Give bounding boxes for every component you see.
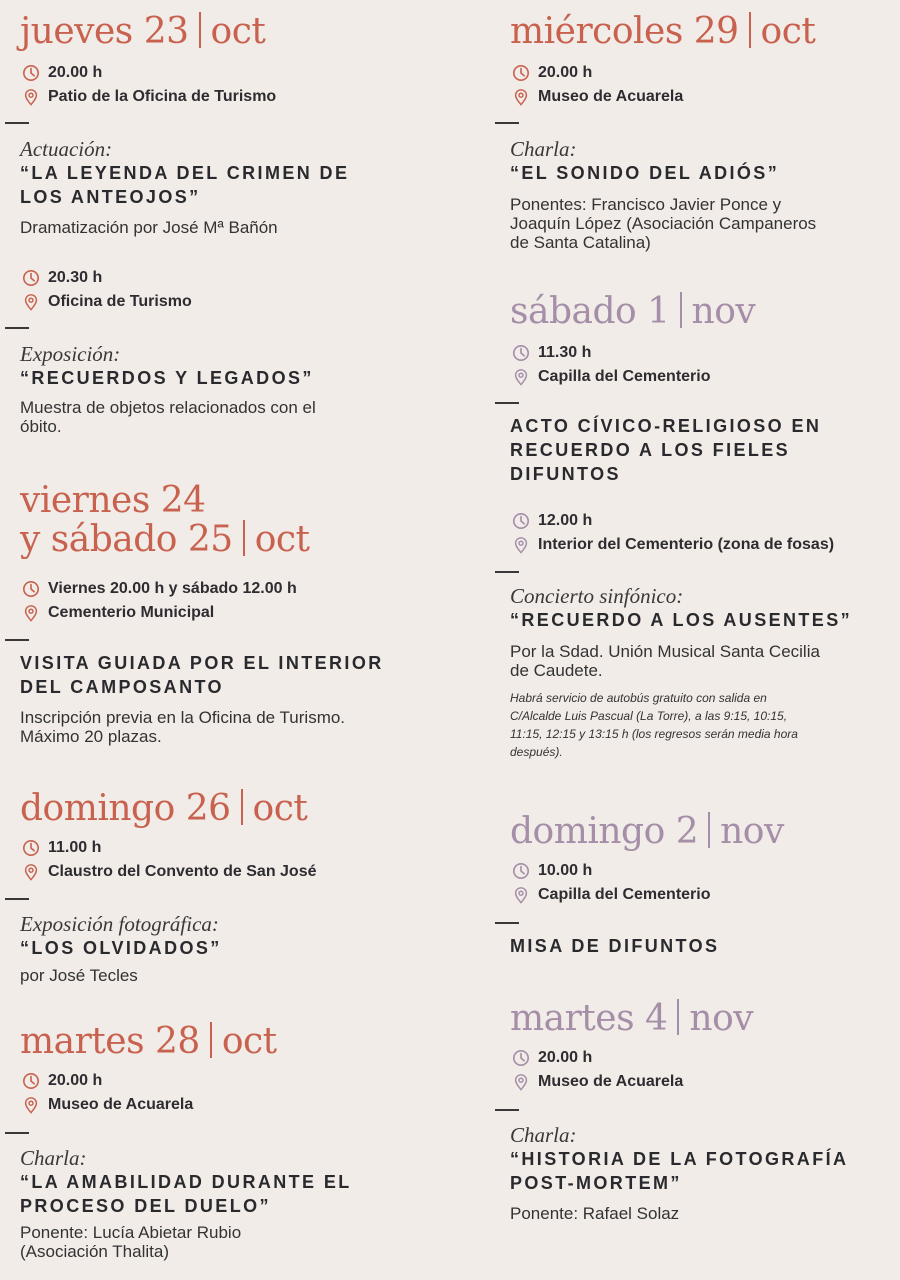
date-month: nov xyxy=(720,811,784,852)
date-heading xyxy=(490,812,900,851)
date-day: domingo 2 xyxy=(510,811,699,852)
clock-icon xyxy=(512,862,530,880)
separator xyxy=(495,922,519,924)
event-misa-difuntos xyxy=(490,934,900,958)
event-time: 20.00 h xyxy=(538,1049,593,1066)
event-kind: Charla: xyxy=(510,137,577,161)
event-title: “LA AMABILIDAD DURANTE EL xyxy=(20,1172,352,1192)
date-heading xyxy=(490,999,900,1038)
date-block-martes-28 xyxy=(0,1022,470,1117)
date-month: nov xyxy=(689,998,754,1039)
clock-icon xyxy=(22,269,40,287)
separator xyxy=(5,327,29,329)
date-day: martes 28 xyxy=(20,1021,200,1062)
date-block-sabado-1 xyxy=(490,292,900,389)
date-day: y sábado 25 xyxy=(20,519,233,560)
event-description: Máximo 20 plazas. xyxy=(20,727,162,746)
event-actuacion xyxy=(0,137,470,237)
event-description: óbito. xyxy=(20,417,62,436)
date-month: oct xyxy=(254,519,310,560)
event-description: Ponentes: Francisco Javier Ponce y xyxy=(510,195,782,214)
bus-service-note: Habrá servicio de autobús gratuito con salida en xyxy=(510,691,767,705)
date-day: sábado 1 xyxy=(510,291,670,332)
event-concierto-sinfonico xyxy=(490,584,900,761)
map-pin-icon xyxy=(512,368,530,386)
event-title: “RECUERDOS Y LEGADOS” xyxy=(20,368,314,388)
clock-icon xyxy=(512,344,530,362)
event-description: de Caudete. xyxy=(510,661,603,680)
event-description: Ponente: Rafael Solaz xyxy=(510,1204,680,1223)
event-kind: Actuación: xyxy=(20,137,113,161)
clock-icon xyxy=(22,1072,40,1090)
event-place: Cementerio Municipal xyxy=(48,604,215,621)
event-description: de Santa Catalina) xyxy=(510,233,651,252)
event-charla-fotografia-post-mortem xyxy=(490,1123,900,1223)
date-block-domingo-2 xyxy=(490,812,900,907)
event-kind: Concierto sinfónico: xyxy=(510,584,684,608)
event-place: Museo de Acuarela xyxy=(538,88,684,105)
event-meta-2030 xyxy=(0,266,470,314)
event-title: POST-MORTEM” xyxy=(510,1173,682,1193)
event-place: Museo de Acuarela xyxy=(538,1073,684,1090)
date-heading xyxy=(0,482,470,520)
event-exposicion xyxy=(0,342,470,436)
event-meta xyxy=(0,61,470,109)
event-meta-1200 xyxy=(490,509,900,557)
date-heading xyxy=(0,789,470,828)
event-time: 20.30 h xyxy=(48,269,103,286)
event-charla-amabilidad xyxy=(0,1146,470,1261)
event-title: “EL SONIDO DEL ADIÓS” xyxy=(510,163,780,183)
event-exposicion-fotografica xyxy=(0,912,470,985)
separator xyxy=(5,1132,29,1134)
date-block-jueves-23 xyxy=(0,12,470,109)
divider-bar xyxy=(680,292,682,328)
map-pin-icon xyxy=(22,293,40,311)
divider-bar xyxy=(243,520,245,556)
divider-bar xyxy=(677,999,679,1035)
event-title: MISA DE DIFUNTOS xyxy=(510,936,720,956)
date-month: oct xyxy=(252,788,308,829)
event-description: Muestra de objetos relacionados con el xyxy=(20,398,316,417)
event-time: 12.00 h xyxy=(538,512,593,529)
date-day: domingo 26 xyxy=(20,788,231,829)
event-description: Por la Sdad. Unión Musical Santa Cecilia xyxy=(510,642,820,661)
event-time: Viernes 20.00 h y sábado 12.00 h xyxy=(48,580,297,597)
event-time: 20.00 h xyxy=(48,64,103,81)
event-title: RECUERDO A LOS FIELES xyxy=(510,440,791,460)
event-place: Claustro del Convento de San José xyxy=(48,863,317,880)
date-block-domingo-26 xyxy=(0,789,470,884)
date-month: oct xyxy=(221,1021,277,1062)
clock-icon xyxy=(512,64,530,82)
event-place: Patio de la Oficina de Turismo xyxy=(48,88,277,105)
divider-bar xyxy=(210,1022,212,1058)
date-block-martes-4 xyxy=(490,999,900,1094)
date-day: viernes 24 xyxy=(20,480,206,521)
map-pin-icon xyxy=(22,1096,40,1114)
event-charla-sonido-adios xyxy=(490,137,900,252)
event-place: Capilla del Cementerio xyxy=(538,368,711,385)
event-description: Ponente: Lucía Abietar Rubio xyxy=(20,1223,242,1242)
event-title: “LOS OLVIDADOS” xyxy=(20,938,222,958)
date-heading xyxy=(0,1022,470,1061)
map-pin-icon xyxy=(512,1073,530,1091)
event-kind: Exposición fotográfica: xyxy=(20,912,219,936)
event-title: DIFUNTOS xyxy=(510,464,621,484)
separator xyxy=(5,639,29,641)
map-pin-icon xyxy=(512,88,530,106)
event-time: 20.00 h xyxy=(538,64,593,81)
separator xyxy=(495,402,519,404)
map-pin-icon xyxy=(512,536,530,554)
date-block-miercoles-29 xyxy=(490,12,900,109)
separator xyxy=(495,122,519,124)
clock-icon xyxy=(512,512,530,530)
date-month: oct xyxy=(760,11,816,52)
divider-bar xyxy=(199,12,201,48)
date-block-viernes-24-sabado-25 xyxy=(0,482,470,625)
date-month: oct xyxy=(210,11,266,52)
event-time: 11.00 h xyxy=(48,839,102,856)
map-pin-icon xyxy=(22,604,40,622)
event-visita-guiada xyxy=(0,651,470,746)
event-kind: Exposición: xyxy=(20,342,121,366)
divider-bar xyxy=(708,812,710,848)
event-time: 10.00 h xyxy=(538,862,593,879)
event-description: Inscripción previa en la Oficina de Turismo. xyxy=(20,708,346,727)
event-acto-civico-religioso xyxy=(490,414,900,486)
date-day: martes 4 xyxy=(510,998,668,1039)
clock-icon xyxy=(22,839,40,857)
separator xyxy=(5,898,29,900)
map-pin-icon xyxy=(22,863,40,881)
date-heading xyxy=(490,12,900,51)
separator xyxy=(495,571,519,573)
event-time: 11.30 h xyxy=(538,344,592,361)
event-title: VISITA GUIADA POR EL INTERIOR xyxy=(20,653,384,673)
bus-service-note: 11:15, 12:15 y 13:15 h (los regresos serán media hora xyxy=(510,727,798,741)
event-place: Interior del Cementerio (zona de fosas) xyxy=(538,536,835,553)
event-title: “RECUERDO A LOS AUSENTES” xyxy=(510,610,853,630)
event-kind: Charla: xyxy=(510,1123,577,1147)
event-time: 20.00 h xyxy=(48,1072,103,1089)
event-title: DEL CAMPOSANTO xyxy=(20,677,224,697)
bus-service-note: después). xyxy=(510,745,563,759)
event-title: PROCESO DEL DUELO” xyxy=(20,1196,271,1216)
date-day: jueves 23 xyxy=(20,11,189,52)
divider-bar xyxy=(241,789,243,825)
clock-icon xyxy=(22,580,40,598)
clock-icon xyxy=(512,1049,530,1067)
divider-bar xyxy=(749,12,751,48)
date-heading xyxy=(490,292,900,331)
separator xyxy=(5,122,29,124)
date-heading xyxy=(0,520,470,559)
bus-service-note: C/Alcalde Luis Pascual (La Torre), a las 9:15, 10:15, xyxy=(510,709,788,723)
event-description: (Asociación Thalita) xyxy=(20,1242,169,1261)
event-place: Oficina de Turismo xyxy=(48,293,192,310)
separator xyxy=(495,1109,519,1111)
event-kind: Charla: xyxy=(20,1146,87,1170)
event-place: Museo de Acuarela xyxy=(48,1096,194,1113)
clock-icon xyxy=(22,64,40,82)
map-pin-icon xyxy=(22,88,40,106)
date-month: nov xyxy=(691,291,756,332)
event-place: Capilla del Cementerio xyxy=(538,886,711,903)
event-description: por José Tecles xyxy=(20,966,138,985)
event-description: Joaquín López (Asociación Campaneros xyxy=(510,214,817,233)
date-day: miércoles 29 xyxy=(510,11,739,52)
event-description: Dramatización por José Mª Bañón xyxy=(20,218,278,237)
event-title: LOS ANTEOJOS” xyxy=(20,187,201,207)
map-pin-icon xyxy=(512,886,530,904)
date-heading xyxy=(0,12,470,51)
event-title: “HISTORIA DE LA FOTOGRAFÍA xyxy=(510,1149,849,1169)
event-title: ACTO CÍVICO-RELIGIOSO EN xyxy=(510,416,822,436)
event-title: “LA LEYENDA DEL CRIMEN DE xyxy=(20,163,350,183)
